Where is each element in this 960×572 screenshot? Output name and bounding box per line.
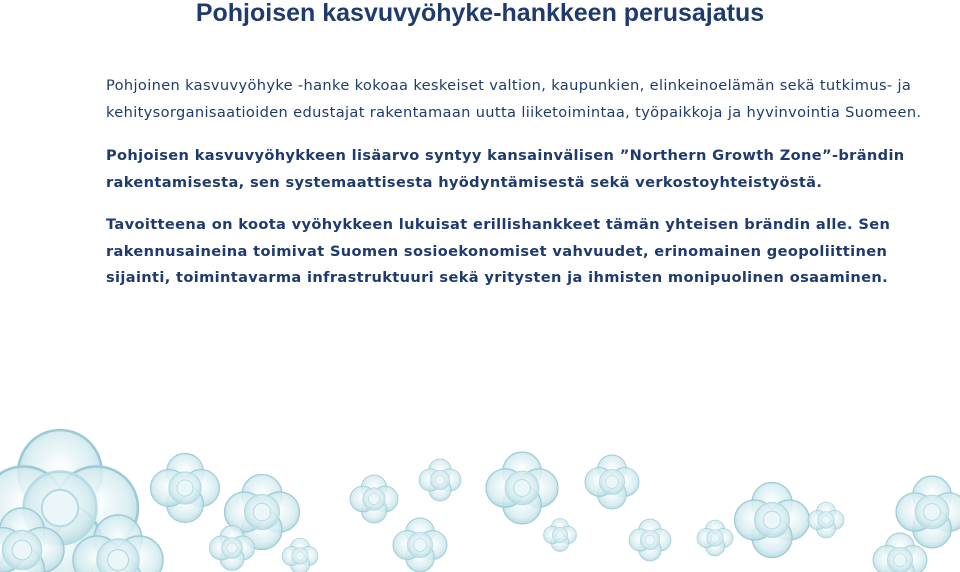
paragraph-brand-value: Pohjoisen kasvuvyöhykkeen lisäarvo syntyy kansainvälisen ”Northern Growth Zone”-brändin rakentamisesta, sen systemaattisesta hyödyntämisestä sekä verkostoyhteistyöstä. bbox=[106, 147, 905, 191]
paragraph-goal: Tavoitteena on koota vyöhykkeen lukuisat erillishankkeet tämän yhteisen brändin alle. Sen rakennusaineina toimivat Suomen sosioekonomiset vahvuudet, erinomainen geopoliittinen sijainti, toimintavarma infrastruktuuri sekä yritysten ja ihmisten monipuolinen osaaminen. bbox=[106, 216, 891, 286]
bubble-cloud-decoration-icon bbox=[0, 400, 960, 572]
slide-title: Pohjoisen kasvuvyöhyke-hankkeen perusajatus bbox=[195, 0, 765, 27]
slide-body bbox=[106, 73, 946, 292]
paragraph-intro: Pohjoinen kasvuvyöhyke -hanke kokoaa keskeiset valtion, kaupunkien, elinkeinoelämän sekä tutkimus- ja kehitysorganisaatioiden edustajat rakentamaan uutta liiketoimintaa, työpaikkoja ja hyvinvointia Suomeen. bbox=[106, 77, 922, 121]
